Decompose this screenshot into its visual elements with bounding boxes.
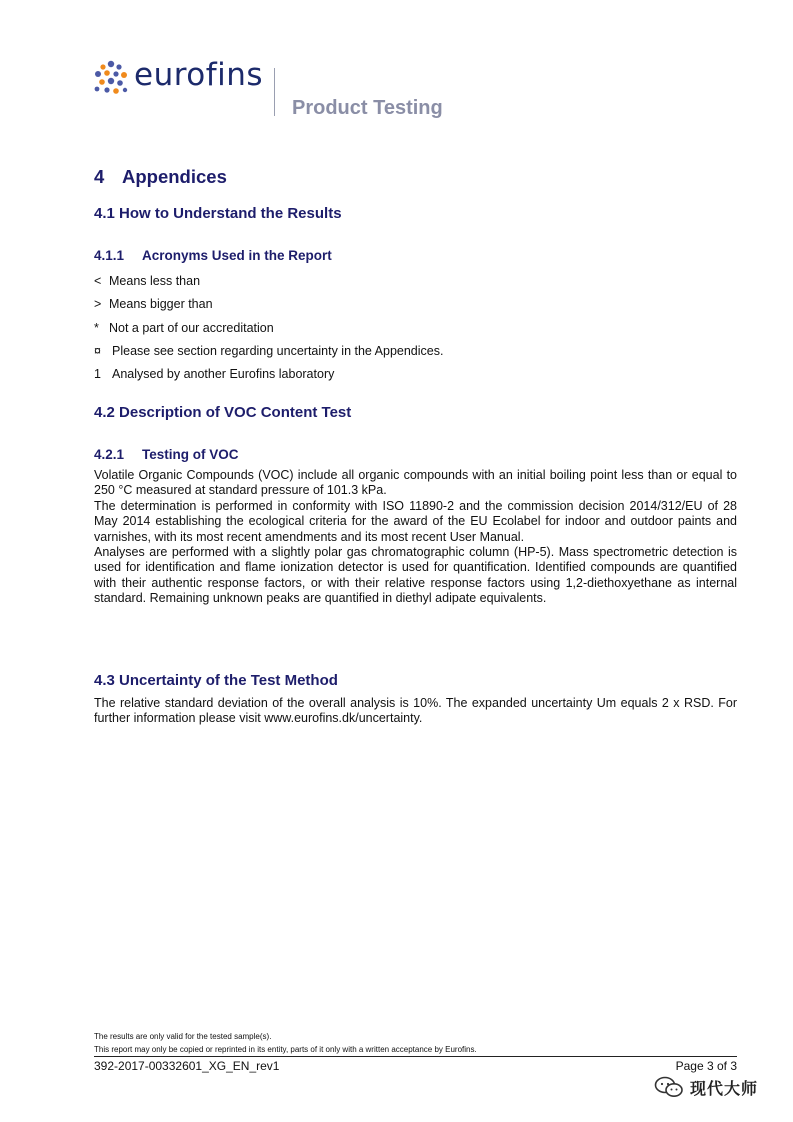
brand-name: eurofins bbox=[134, 57, 264, 93]
acronym-item bbox=[94, 296, 213, 312]
section-number: 4 bbox=[94, 166, 105, 187]
paragraph: The relative standard deviation of the overall analysis is 10%. The expanded uncertainty Um equals 2 x RSD. For further information please visit www.eurofins.dk/uncertainty. bbox=[94, 696, 737, 726]
eurofins-dots-icon bbox=[93, 60, 129, 96]
footnote-copy: This report may only be copied or reprinted in its entity, parts of it only with a written acceptance by Eurofins. bbox=[94, 1045, 477, 1054]
acronym-item bbox=[94, 320, 274, 336]
footnote-validity: The results are only valid for the tested sample(s). bbox=[94, 1032, 272, 1041]
acronym-symbol: ¤ bbox=[94, 344, 101, 358]
section-4-3-heading: 4.3 Uncertainty of the Test Method bbox=[94, 672, 338, 689]
acronym-symbol: * bbox=[94, 321, 99, 335]
section-4-1-1-heading bbox=[94, 248, 332, 263]
acronym-item bbox=[94, 366, 334, 382]
section-title: Appendices bbox=[122, 166, 227, 187]
acronym-text: Means bigger than bbox=[109, 297, 213, 311]
eurofins-logo bbox=[93, 58, 453, 122]
watermark-text: 现代大师 bbox=[690, 1080, 759, 1098]
section-4-1-heading: 4.1 How to Understand the Results bbox=[94, 205, 342, 222]
acronym-symbol: > bbox=[94, 297, 102, 311]
acronym-item bbox=[94, 273, 200, 289]
acronym-symbol: 1 bbox=[94, 367, 101, 381]
section-4-2-1-heading bbox=[94, 447, 239, 462]
voc-description bbox=[94, 468, 737, 607]
footer-divider bbox=[94, 1056, 737, 1057]
subsection-title: Testing of VOC bbox=[142, 447, 239, 462]
watermark bbox=[654, 1075, 758, 1099]
wechat-icon bbox=[654, 1076, 684, 1098]
division-name: Product Testing bbox=[292, 97, 443, 119]
paragraph: Analyses are performed with a slightly polar gas chromatographic column (HP-5). Mass spectrometric detection is used for identification and flame ionization detector is used for quantification. Identified compounds are quantified with their authentic response factors, or with their relative response factors using 1,2-diethoxyethane as internal standard. Remaining unknown peaks are quantified in diethyl adipate equivalents. bbox=[94, 545, 737, 606]
acronym-text: Not a part of our accreditation bbox=[109, 321, 274, 335]
paragraph: The determination is performed in conformity with ISO 11890-2 and the commission decision 2014/312/EU of 28 May 2014 establishing the ecological criteria for the award of the EU Ecolabel for indoor and outdoor paints and varnishes, with its most recent amendments and its most recent User Manual. bbox=[94, 498, 737, 544]
subsection-title: Acronyms Used in the Report bbox=[142, 248, 332, 263]
acronym-text: Analysed by another Eurofins laboratory bbox=[112, 367, 335, 381]
section-4-heading bbox=[94, 166, 227, 188]
report-id: 392-2017-00332601_XG_EN_rev1 bbox=[94, 1059, 280, 1073]
subsection-number: 4.2.1 bbox=[94, 447, 125, 462]
paragraph: Volatile Organic Compounds (VOC) include all organic compounds with an initial boiling point less than or equal to 250 °C measured at standard pressure of 101.3 kPa. bbox=[94, 468, 737, 498]
uncertainty-description bbox=[94, 696, 737, 727]
acronym-text: Please see section regarding uncertainty in the Appendices. bbox=[112, 344, 444, 358]
logo-divider bbox=[274, 68, 275, 116]
acronym-text: Means less than bbox=[109, 274, 201, 288]
acronym-symbol: < bbox=[94, 274, 102, 288]
acronym-item bbox=[94, 343, 443, 359]
section-4-2-heading: 4.2 Description of VOC Content Test bbox=[94, 404, 352, 421]
page-number: Page 3 of 3 bbox=[675, 1059, 737, 1073]
subsection-number: 4.1.1 bbox=[94, 248, 125, 263]
